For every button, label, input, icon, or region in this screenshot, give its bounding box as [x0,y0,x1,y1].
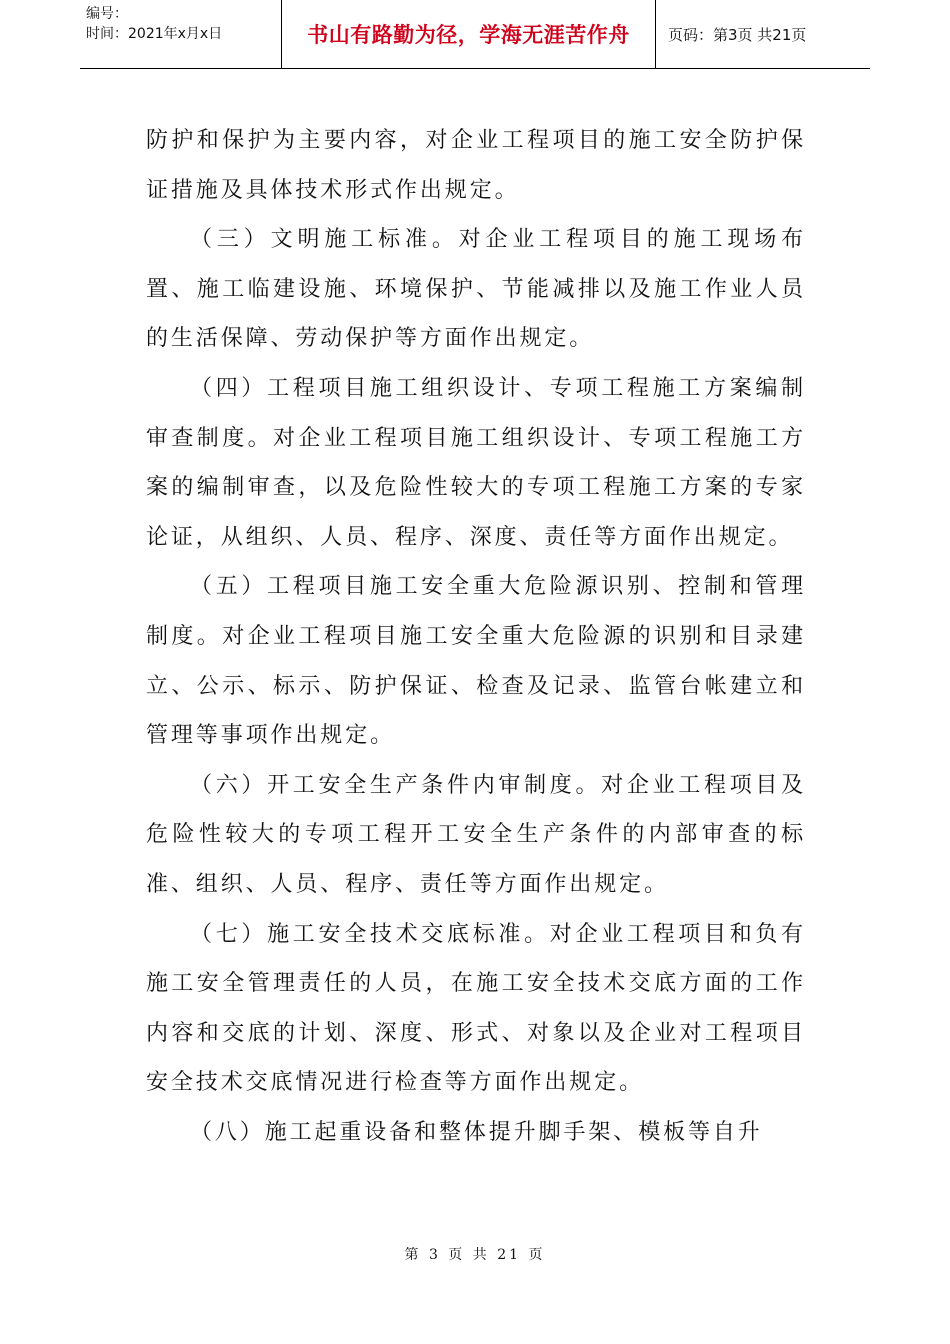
header-motto: 书山有路勤为径，学海无涯苦作舟 [307,23,630,47]
time-label: 时间：2021年x月x日 [86,26,223,42]
header-page-info: 页码：第3页 共21页 [668,25,807,44]
paragraph: （七）施工安全技术交底标准。对企业工程项目和负有施工安全管理责任的人员，在施工安全技术交底方面的工作内容和交底的计划、深度、形式、对象以及企业对工程项目安全技术交底情况进行检查等方面作出规定。 [146,921,806,1096]
paragraph: （八）施工起重设备和整体提升脚手架、模板等自升 [190,1119,763,1145]
page-footer: 第 3 页 共 21 页 [404,1247,546,1263]
code-label: 编号： [86,6,128,22]
body-text [146,116,806,1157]
page-header [80,0,870,69]
paragraph: （四）工程项目施工组织设计、专项工程施工方案编制审查制度。对企业工程项目施工组织设计、专项工程施工方案的编制审查，以及危险性较大的专项工程施工方案的专家论证，从组织、人员、程序、深度、责任等方面作出规定。 [146,375,806,550]
header-meta [86,4,280,66]
paragraph: （五）工程项目施工安全重大危险源识别、控制和管理制度。对企业工程项目施工安全重大危险源的识别和目录建立、公示、标示、防护保证、检查及记录、监管台帐建立和管理等事项作出规定。 [146,574,806,749]
paragraph: 防护和保护为主要内容，对企业工程项目的施工安全防护保证措施及具体技术形式作出规定。 [146,128,806,203]
paragraph: （六）开工安全生产条件内审制度。对企业工程项目及危险性较大的专项工程开工安全生产条件的内部审查的标准、组织、人员、程序、责任等方面作出规定。 [146,772,806,897]
paragraph: （三）文明施工标准。对企业工程项目的施工现场布置、施工临建设施、环境保护、节能减排以及施工作业人员的生活保障、劳动保护等方面作出规定。 [146,227,806,352]
